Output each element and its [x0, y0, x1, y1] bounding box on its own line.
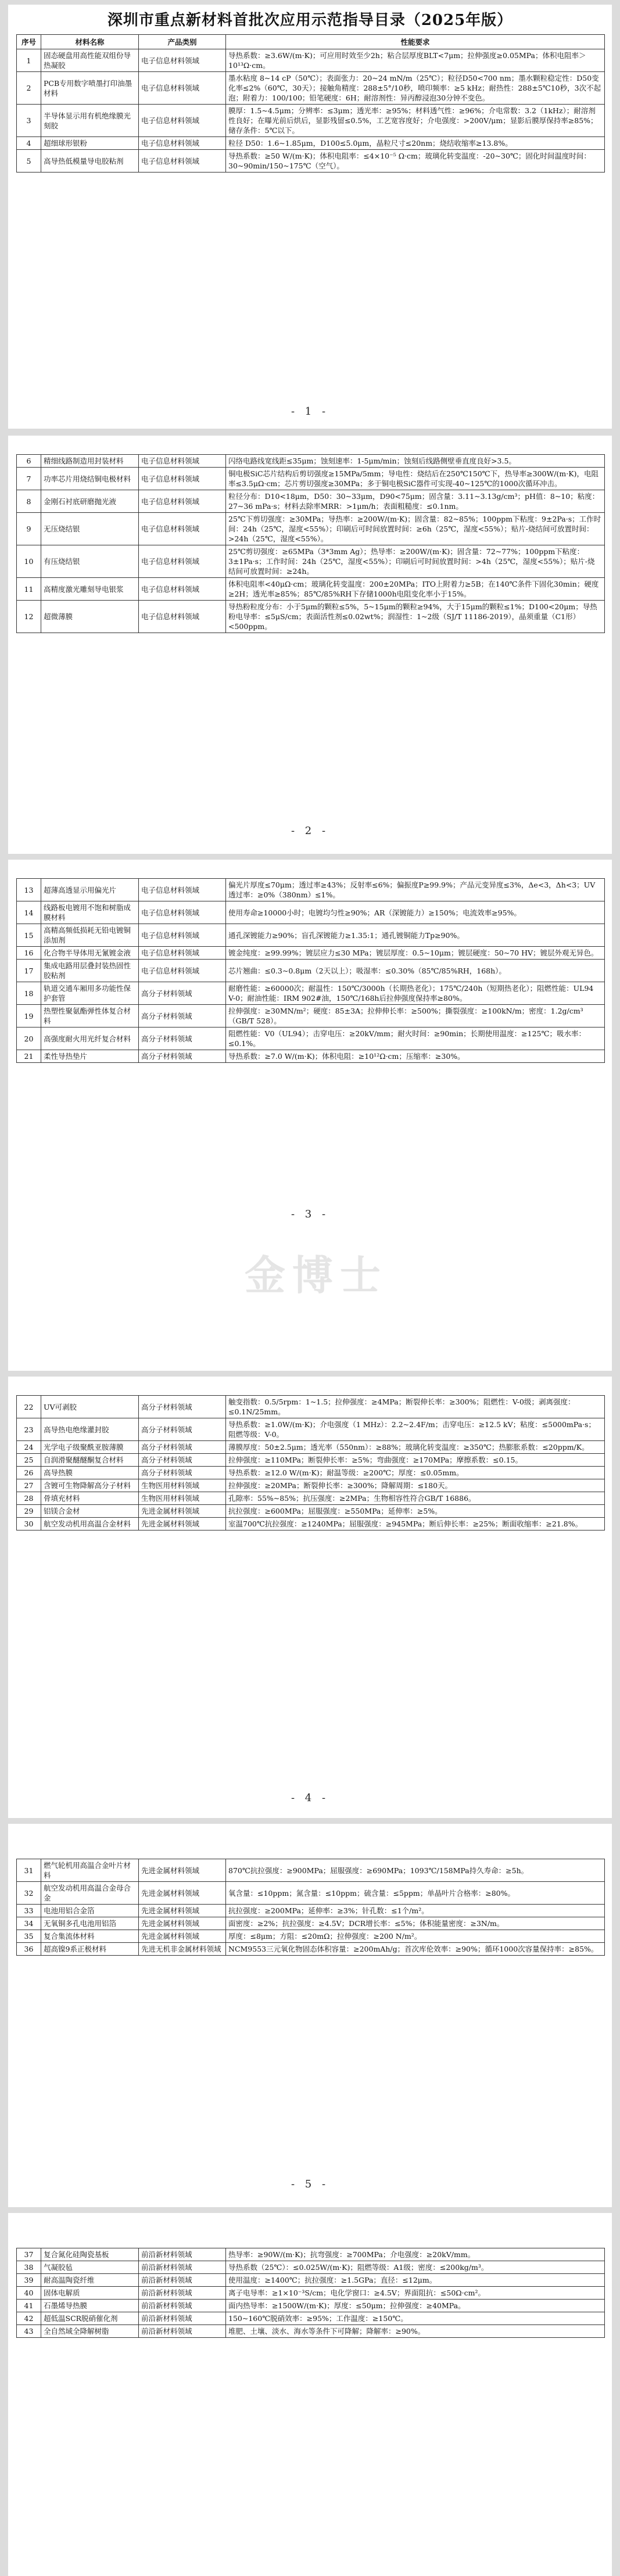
material-name: 超高镍9系正极材料	[41, 1943, 139, 1956]
row-number: 40	[17, 2287, 41, 2300]
product-category: 高分子材料领域	[139, 1396, 226, 1418]
table-row	[17, 1905, 605, 1917]
row-number: 22	[17, 1396, 41, 1418]
product-category: 电子信息材料领域	[139, 137, 226, 150]
row-number: 38	[17, 2261, 41, 2274]
row-number: 9	[17, 513, 41, 545]
material-name: 半导体显示用有机绝缘膜光刻胶	[41, 105, 139, 137]
row-number: 28	[17, 1492, 41, 1505]
table-row	[17, 2287, 605, 2300]
table-row	[17, 1418, 605, 1441]
product-category: 电子信息材料领域	[139, 578, 226, 601]
header-spec: 性能要求	[226, 35, 605, 49]
performance-spec: 抗拉强度：≥600MPa；屈服强度：≥550MPa；延伸率：≥5%。	[226, 1505, 605, 1518]
product-category: 电子信息材料领域	[139, 49, 226, 72]
material-name: 铝镁合金材	[41, 1505, 139, 1518]
performance-spec: 体积电阻率<40μΩ·cm；玻璃化转变温度：200±20MPa；ITO上附着力≥5B；在140℃条件下固化30min；硬度≥2H；透光率≥85%；85℃/85%RH下存储1000h电阻变化率小于15%。	[226, 578, 605, 601]
material-name: 耐高温陶瓷纤维	[41, 2274, 139, 2287]
table-row	[17, 578, 605, 601]
product-category: 高分子材料领域	[139, 1467, 226, 1479]
performance-spec: 铜电极SiC芯片结构后剪切强度≥15MPa/5mm；导电性：烧结后在250℃150℃下，热导率≥300W/(m·K)，电阻率≤3.5μΩ·cm；芯片剪切强度≥30MPa；多于铜电极SiC器件可实现-40~125℃的1000次循环冲击。	[226, 468, 605, 490]
product-category: 电子信息材料领域	[139, 468, 226, 490]
table-row	[17, 879, 605, 901]
row-number: 8	[17, 490, 41, 513]
table-row	[17, 947, 605, 960]
product-category: 高分子材料领域	[139, 1027, 226, 1050]
row-number: 36	[17, 1943, 41, 1956]
row-number: 39	[17, 2274, 41, 2287]
page-3	[8, 860, 612, 1371]
table-row	[17, 105, 605, 137]
table-row	[17, 1518, 605, 1530]
product-category: 电子信息材料领域	[139, 455, 226, 468]
performance-spec: 偏光片厚度≤70μm；透过率≥43%；反射率≤6%；偏振度P≥99.9%；产品元变异度≤3%，Δe<3，Δh<3；UV 透过率：≥0%（380nm）≤1%。	[226, 879, 605, 901]
row-number: 5	[17, 150, 41, 173]
row-number: 23	[17, 1418, 41, 1441]
row-number: 1	[17, 49, 41, 72]
row-number: 30	[17, 1518, 41, 1530]
table-row	[17, 1454, 605, 1467]
product-category: 电子信息材料领域	[139, 879, 226, 901]
row-number: 18	[17, 982, 41, 1005]
performance-spec: 闪络电路线宽线距≤35μm；蚀刻速率：1-5μm/min；蚀刻后线路侧壁垂直度良好>3.5。	[226, 455, 605, 468]
watermark: 金博士	[245, 1252, 388, 1299]
table-row	[17, 1943, 605, 1956]
product-category: 前沿新材料领域	[139, 2300, 226, 2312]
product-category: 前沿新材料领域	[139, 2248, 226, 2261]
product-category: 先进金属材料领域	[139, 1917, 226, 1930]
product-category: 电子信息材料领域	[139, 490, 226, 513]
product-category: 电子信息材料领域	[139, 960, 226, 982]
row-number: 41	[17, 2300, 41, 2312]
table-body	[17, 455, 605, 633]
performance-spec: 室温700℃抗拉强度：≥1240MPa；屈服强度：≥945MPa；断后伸长率：≥25%；断面收缩率：≥21.8%。	[226, 1518, 605, 1530]
material-name: 光学电子级聚酰亚胺薄膜	[41, 1441, 139, 1454]
row-number: 11	[17, 578, 41, 601]
row-number: 25	[17, 1454, 41, 1467]
performance-spec: 150~160℃脱硝效率：≥95%；工作温度：≥150℃。	[226, 2312, 605, 2325]
row-number: 4	[17, 137, 41, 150]
performance-spec: 导热系数：≥50 W/(m·K)；体积电阻率：≤4×10⁻⁵ Ω·cm；玻璃化转变温度：-20~30℃；固化时间温度时间：30~90min/150~175℃（空气）。	[226, 150, 605, 173]
row-number: 10	[17, 545, 41, 578]
material-name: 超细球形银粉	[41, 137, 139, 150]
header-no: 序号	[17, 35, 41, 49]
material-name: 高导热低模量导电胶粘剂	[41, 150, 139, 173]
performance-spec: 热导率：≥90W/(m·K)；抗弯强度：≥700MPa；介电强度：≥20kV/mm。	[226, 2248, 605, 2261]
row-number: 27	[17, 1479, 41, 1492]
table-row	[17, 1005, 605, 1027]
material-name: 骨填充材料	[41, 1492, 139, 1505]
material-name: 柔性导热垫片	[41, 1050, 139, 1063]
catalog-table	[16, 2248, 605, 2338]
product-category: 电子信息材料领域	[139, 545, 226, 578]
product-category: 电子信息材料领域	[139, 947, 226, 960]
row-number: 26	[17, 1467, 41, 1479]
row-number: 16	[17, 947, 41, 960]
row-number: 34	[17, 1917, 41, 1930]
row-number: 33	[17, 1905, 41, 1917]
row-number: 43	[17, 2325, 41, 2338]
table-row	[17, 1859, 605, 1882]
performance-spec: 薄膜厚度：50±2.5μm；透光率（550nm）：≥88%；玻璃化转变温度：≥350℃；热膨胀系数：≤20ppm/K。	[226, 1441, 605, 1454]
performance-spec: 阻燃性能：V0（UL94）；击穿电压：≥20kV/mm；耐火时间：≥90min；长期使用温度：≥125℃；吸水率：≤0.1%。	[226, 1027, 605, 1050]
table-body	[17, 1396, 605, 1530]
performance-spec: 870℃抗拉强度：≥900MPa；屈服强度：≥690MPa；1093℃/158MPa持久寿命：≥5h。	[226, 1859, 605, 1882]
row-number: 14	[17, 901, 41, 924]
row-number: 12	[17, 601, 41, 633]
row-number: 35	[17, 1930, 41, 1943]
material-name: 超低温SCR脱硝催化剂	[41, 2312, 139, 2325]
product-category: 电子信息材料领域	[139, 924, 226, 947]
table-row	[17, 1882, 605, 1905]
performance-spec: 芯片翘曲：≤0.3~0.8μm（2天以上）；吸湿率：≤0.30%（85℃/85%RH，168h）。	[226, 960, 605, 982]
table-row	[17, 1505, 605, 1518]
performance-spec: 粒径 D50：1.6~1.85μm，D100≤5.0μm，晶粒尺寸≤20nm；烧结收缩率≥13.8%。	[226, 137, 605, 150]
material-name: 无压烧结银	[41, 513, 139, 545]
row-number: 13	[17, 879, 41, 901]
table-row	[17, 1027, 605, 1050]
material-name: 超薄高透显示用偏光片	[41, 879, 139, 901]
product-category: 生物医用材料领域	[139, 1479, 226, 1492]
performance-spec: 使用温度：≥1400℃；抗拉强度：≥1.5GPa；直径：≤12μm。	[226, 2274, 605, 2287]
catalog-table	[16, 34, 605, 173]
product-category: 高分子材料领域	[139, 1418, 226, 1441]
material-name: 复合集流体材料	[41, 1930, 139, 1943]
table-row	[17, 468, 605, 490]
page-number: - 1 -	[291, 405, 329, 418]
performance-spec: 膜厚：1.5~4.5μm；分辨率：≤3μm；透光率：≥95%；材料透气性：≥96%；介电常数：3.2（1kHz）；耐溶剂性良好；在曝光前后烘后，显影残留≤0.5%，工艺宽容度好；介电强度：>200V/μm；显影后膜厚保持率≥85%；储存条件：5℃以下。	[226, 105, 605, 137]
material-name: 线路板电镀用不饱和树脂成膜材料	[41, 901, 139, 924]
table-row	[17, 1917, 605, 1930]
product-category: 高分子材料领域	[139, 982, 226, 1005]
table-row	[17, 901, 605, 924]
table-row	[17, 455, 605, 468]
material-name: 高导热电绝缘灌封胶	[41, 1418, 139, 1441]
product-category: 高分子材料领域	[139, 1441, 226, 1454]
table-body	[17, 1859, 605, 1956]
material-name: 气凝胶毡	[41, 2261, 139, 2274]
product-category: 先进金属材料领域	[139, 1505, 226, 1518]
performance-spec: 通孔深镀能力≥90%；盲孔深镀能力≥1.35:1；通孔镀铜能力Tp≥90%。	[226, 924, 605, 947]
material-name: 固态硬盘用高性能双组份导热凝胶	[41, 49, 139, 72]
table-row	[17, 1930, 605, 1943]
table-body	[17, 879, 605, 1063]
material-name: 有压烧结银	[41, 545, 139, 578]
product-category: 电子信息材料领域	[139, 901, 226, 924]
product-category: 先进金属材料领域	[139, 1518, 226, 1530]
table-row	[17, 2261, 605, 2274]
page-number: - 2 -	[291, 825, 329, 837]
table-row	[17, 2312, 605, 2325]
performance-spec: 粒径分布：D10<18μm，D50：30~33μm，D90<75μm；固含量：3.11~3.13g/cm³；pH值：8~10；粘度：27~36 mPa·s；材料去除率MRR：>1μm/h；表面粗糙度：≤0.1nm。	[226, 490, 605, 513]
product-category: 前沿新材料领域	[139, 2274, 226, 2287]
row-number: 19	[17, 1005, 41, 1027]
material-name: 航空发动机用高温合金母合金	[41, 1882, 139, 1905]
performance-spec: 氧含量：≤10ppm；氮含量：≤10ppm；硫含量：≤5ppm；单晶叶片合格率：≥80%。	[226, 1882, 605, 1905]
table-body	[17, 49, 605, 173]
row-number: 29	[17, 1505, 41, 1518]
performance-spec: 耐磨性能：≥60000次；耐温性：150℃/3000h（长期热老化）；175℃/240h（短期热老化）；阻燃性能：UL94 V-0；耐油性能：IRM 902#油，150℃/168h后拉伸强度保持率≥80%。	[226, 982, 605, 1005]
table-row	[17, 1492, 605, 1505]
page-number: - 5 -	[291, 2178, 329, 2190]
performance-spec: 墨水粘度 8~14 cP（50℃）；表面张力：20~24 mN/m（25℃）；粒径D50<700 nm；墨水颗粒稳定性：D50变化率≤2%（60℃，30天）；接触角精度：288±5°/10秒，喷印频率：≥5 kHz；耐热性：288±5℃10秒，3次不起泡；附着力：100/100；铅笔硬度：6H；耐溶剂性：异丙醇浸泡30分钟不变色。	[226, 72, 605, 105]
performance-spec: 面密度：≥2%；抗拉强度：≥4.5V；DCR增长率：≤5%；体积能量密度：≥3N/m。	[226, 1917, 605, 1930]
row-number: 20	[17, 1027, 41, 1050]
performance-spec: 堆肥、土壤、淡水、海水等条件下可降解；降解率：≥90%。	[226, 2325, 605, 2338]
page-6	[8, 2213, 612, 2576]
performance-spec: 离子电导率：≥1×10⁻³S/cm；电化学窗口：≥4.5V；界面阻抗：≤50Ω·cm²。	[226, 2287, 605, 2300]
product-category: 电子信息材料领域	[139, 105, 226, 137]
material-name: 石墨烯导热膜	[41, 2300, 139, 2312]
material-name: 轨道交通车厢用多功能性保护套管	[41, 982, 139, 1005]
table-row	[17, 545, 605, 578]
table-row	[17, 2300, 605, 2312]
table-row	[17, 960, 605, 982]
table-row	[17, 2248, 605, 2261]
product-category: 前沿新材料领域	[139, 2287, 226, 2300]
table-row	[17, 2325, 605, 2338]
catalog-table	[16, 1859, 605, 1956]
table-row	[17, 49, 605, 72]
document-title: 深圳市重点新材料首批次应用示范指导目录（2025年版）	[107, 12, 513, 29]
performance-spec: 面内热导率：≥1500W/(m·K)；厚度：≤50μm；拉伸强度：≥40MPa。	[226, 2300, 605, 2312]
product-category: 先进无机非金属材料领域	[139, 1943, 226, 1956]
product-category: 前沿新材料领域	[139, 2312, 226, 2325]
row-number: 17	[17, 960, 41, 982]
product-category: 生物医用材料领域	[139, 1492, 226, 1505]
material-name: 自润滑聚醚醚酮复合材料	[41, 1454, 139, 1467]
material-name: 无氧铜多孔电池用铝箔	[41, 1917, 139, 1930]
product-category: 先进金属材料领域	[139, 1905, 226, 1917]
performance-spec: 导热系数：≥1.0W/(m·K)；介电强度（1 MHz）：2.2~2.4F/m；击穿电压：≥12.5 kV；粘度：≤5000mPa·s；阻燃等级：V-0。	[226, 1418, 605, 1441]
header-name: 材料名称	[41, 35, 139, 49]
product-category: 前沿新材料领域	[139, 2325, 226, 2338]
table-row	[17, 150, 605, 173]
performance-spec: 孔隙率：55%~85%；抗压强度：≥2MPa；生物相容性符合GB/T 16886。	[226, 1492, 605, 1505]
performance-spec: 导热系数：≥7.0 W/(m·K)；体积电阻：≥10¹²Ω·cm；压缩率：≥30%。	[226, 1050, 605, 1063]
performance-spec: 导热粉粒度分布：小于5μm的颗粒≤5%，5~15μm的颗粒≥94%，大于15μm的颗粒≤1%；D100<20μm；导热粉电导率：≤5μS/cm；表面活性剂≤0.02wt%；润湿性：1~2级（SJ/T 11186-2019），晶须重量（C1形）<500ppm。	[226, 601, 605, 633]
material-name: 超微薄膜	[41, 601, 139, 633]
material-name: 燃气轮机用高温合金叶片材料	[41, 1859, 139, 1882]
performance-spec: 导热系数：≥12.0 W/(m·K)；耐温等级：≥200℃；厚度：≤0.05mm。	[226, 1467, 605, 1479]
product-category: 电子信息材料领域	[139, 601, 226, 633]
product-category: 先进金属材料领域	[139, 1930, 226, 1943]
performance-spec: 导热系数：≥3.6W/(m·K)；可应用时效至少2h；粘合层厚度BLT<7μm；拉伸强度≥0.05MPa；体积电阻率＞10¹³Ω·cm。	[226, 49, 605, 72]
performance-spec: 25℃下剪切强度：≥30MPa；导热率：≥200W/(m·K)；固含量：82~85%；100ppm下粘度：9±2Pa·s；工作时间：24h（25℃，湿度<55%）；印刷后可时间放置时间：≥6h（25℃，湿度<55%）；贴片-烧结间可放置时间：>24h（25℃，湿度<55%）。	[226, 513, 605, 545]
material-name: 高精度激光雕刻导电银浆	[41, 578, 139, 601]
table-row	[17, 513, 605, 545]
row-number: 15	[17, 924, 41, 947]
performance-spec: 厚度：≤8μm；方阻：≤20mΩ；拉伸强度：≥200 N/m²。	[226, 1930, 605, 1943]
catalog-table	[16, 878, 605, 1063]
table-body	[17, 2248, 605, 2338]
product-category: 电子信息材料领域	[139, 72, 226, 105]
table-row	[17, 982, 605, 1005]
product-category: 先进金属材料领域	[139, 1859, 226, 1882]
page-number: - 4 -	[291, 1792, 329, 1804]
row-number: 6	[17, 455, 41, 468]
product-category: 电子信息材料领域	[139, 513, 226, 545]
material-name: 复合氮化硅陶瓷基板	[41, 2248, 139, 2261]
row-number: 2	[17, 72, 41, 105]
table-row	[17, 137, 605, 150]
performance-spec: 拉伸强度：≥20MPa；断裂伸长率：≥300%；降解周期：≤180天。	[226, 1479, 605, 1492]
material-name: 功率芯片用烧结铜电极材料	[41, 468, 139, 490]
performance-spec: 镀金纯度：≥99.99%；镀层应力≤30 MPa；镀层厚度：0.5~10μm；镀层硬度：50~70 HV；镀层外观无异色。	[226, 947, 605, 960]
material-name: 高精高频低损耗无铅电镀铜添加剂	[41, 924, 139, 947]
table-row	[17, 1479, 605, 1492]
material-name: 金刚石衬底研磨抛光液	[41, 490, 139, 513]
row-number: 32	[17, 1882, 41, 1905]
material-name: PCB专用数字喷墨打印油墨材料	[41, 72, 139, 105]
performance-spec: 使用寿命≥10000小时；电镀均匀性≥90%；AR（深镀能力）≥150%；电流效率≥95%。	[226, 901, 605, 924]
row-number: 42	[17, 2312, 41, 2325]
row-number: 7	[17, 468, 41, 490]
table-row	[17, 72, 605, 105]
performance-spec: 25℃剪切强度：≥65MPa（3*3mm Ag）；热导率：≥200W/(m·K)；固含量：72~77%；100ppm下粘度：3±1Pa·s；工作时间：24h（25℃，湿度<55%）；印刷后可时间放置时间：>4h（25℃，湿度<55%）；贴片-烧结间可放置时间：≥24h。	[226, 545, 605, 578]
row-number: 31	[17, 1859, 41, 1882]
performance-spec: 抗拉强度：≥200MPa；延伸率：≥3%；针孔数：≤1个/m²。	[226, 1905, 605, 1917]
material-name: 高强度耐火用光纤复合材料	[41, 1027, 139, 1050]
product-category: 高分子材料领域	[139, 1454, 226, 1467]
row-number: 24	[17, 1441, 41, 1454]
material-name: 固体电解质	[41, 2287, 139, 2300]
performance-spec: 触变指数：0.5/5rpm：1~1.5；拉伸强度：≥4MPa；断裂伸长率：≥300%；阻燃性：V-0级；剥离强度：≤0.1N/25mm。	[226, 1396, 605, 1418]
catalog-table	[16, 1395, 605, 1530]
product-category: 高分子材料领域	[139, 1005, 226, 1027]
table-row	[17, 1396, 605, 1418]
page-number: - 3 -	[291, 1208, 329, 1220]
performance-spec: 导热系数（25℃）：≤0.025W/(m·K)；阻燃等级：A1级；密度：≤200kg/m³。	[226, 2261, 605, 2274]
material-name: 精细线路制造用封装材料	[41, 455, 139, 468]
performance-spec: NCM9553三元氧化物固态体积容量：≥200mAh/g；首次库伦效率：≥90%；循环1000次容量保持率：≥85%。	[226, 1943, 605, 1956]
page-1	[8, 5, 612, 429]
product-category: 先进金属材料领域	[139, 1882, 226, 1905]
page-2	[8, 436, 612, 854]
material-name: 含镀可生物降解高分子材料	[41, 1479, 139, 1492]
table-row	[17, 490, 605, 513]
row-number: 3	[17, 105, 41, 137]
material-name: 集成电路用层叠封装热固性胶粘剂	[41, 960, 139, 982]
table-row	[17, 1050, 605, 1063]
table-row	[17, 1441, 605, 1454]
product-category: 前沿新材料领域	[139, 2261, 226, 2274]
material-name: 热塑性聚氨酯弹性体复合材料	[41, 1005, 139, 1027]
performance-spec: 拉伸强度：≥30MN/m²；硬度：85±3A；拉伸伸长率：≥500%；撕裂强度：≥100kN/m；密度：1.2g/cm³（GB/T 528）。	[226, 1005, 605, 1027]
material-name: 全自然域全降解树脂	[41, 2325, 139, 2338]
page-5	[8, 1824, 612, 2207]
material-name: 高导热膜	[41, 1467, 139, 1479]
row-number: 21	[17, 1050, 41, 1063]
performance-spec: 拉伸强度：≥110MPa；断裂伸长率：≥5%；弯曲强度：≥170MPa；摩擦系数：≤0.15。	[226, 1454, 605, 1467]
row-number: 37	[17, 2248, 41, 2261]
page-4	[8, 1377, 612, 1818]
table-row	[17, 924, 605, 947]
product-category: 高分子材料领域	[139, 1050, 226, 1063]
product-category: 电子信息材料领域	[139, 150, 226, 173]
table-row	[17, 2274, 605, 2287]
material-name: 化合物半导体用无氰镀金液	[41, 947, 139, 960]
table-row	[17, 601, 605, 633]
material-name: 航空发动机用高温合金材料	[41, 1518, 139, 1530]
table-row	[17, 1467, 605, 1479]
material-name: 电池用铝合金箔	[41, 1905, 139, 1917]
catalog-table	[16, 454, 605, 633]
material-name: UV可剥胶	[41, 1396, 139, 1418]
header-category: 产品类别	[139, 35, 226, 49]
